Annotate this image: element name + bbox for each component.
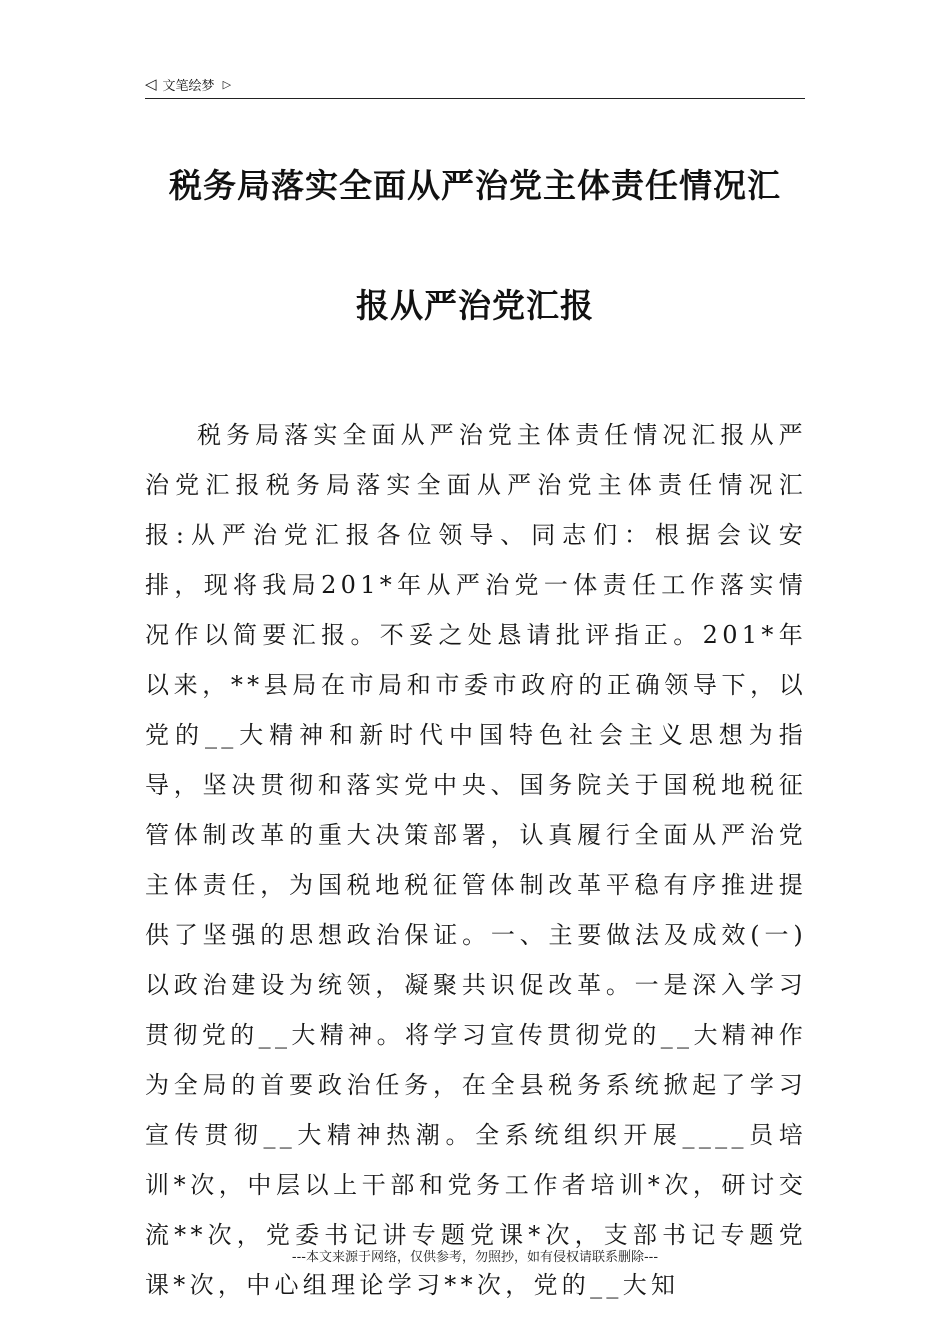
triangle-left-icon: ◁ [145,74,157,93]
document-body: 税务局落实全面从严治党主体责任情况汇报从严治党汇报税务局落实全面从严治党主体责任情况汇报:从严治党汇报各位领导、同志们：根据会议安排，现将我局201*年从严治党一体责任工作落实情况作以简要汇报。不妥之处恳请批评指正。201*年以来，**县局在市局和市委市政府的正确领导下，以党的__大精神和新时代中国特色社会主义思想为指导，坚决贯彻和落实党中央、国务院关于国税地税征管体制改革的重大决策部署，认真履行全面从严治党主体责任，为国税地税征管体制改革平稳有序推进提供了坚强的思想政治保证。一、主要做法及成效(一)以政治建设为统领，凝聚共识促改革。一是深入学习贯彻党的__大精神。将学习宣传贯彻党的__大精神作为全局的首要政治任务，在全县税务系统掀起了学习宣传贯彻__大精神热潮。全系统组织开展____员培训*次，中层以上干部和党务工作者培训*次，研讨交流**次，党委书记讲专题党课*次，支部书记专题党课*次，中心组理论学习**次，党的__大知 [145,421,807,1299]
document-title-line2: 报从严治党汇报 [356,286,594,325]
brand-label: 文笔绘梦 [162,78,215,94]
page-header [145,70,805,99]
footer-notice: ---本文来源于网络，仅供参考，勿照抄，如有侵权请联系删除--- [291,1250,659,1265]
triangle-right-icon: ▷ [222,77,232,91]
document-title-line1: 税务局落实全面从严治党主体责任情况汇 [169,166,781,205]
